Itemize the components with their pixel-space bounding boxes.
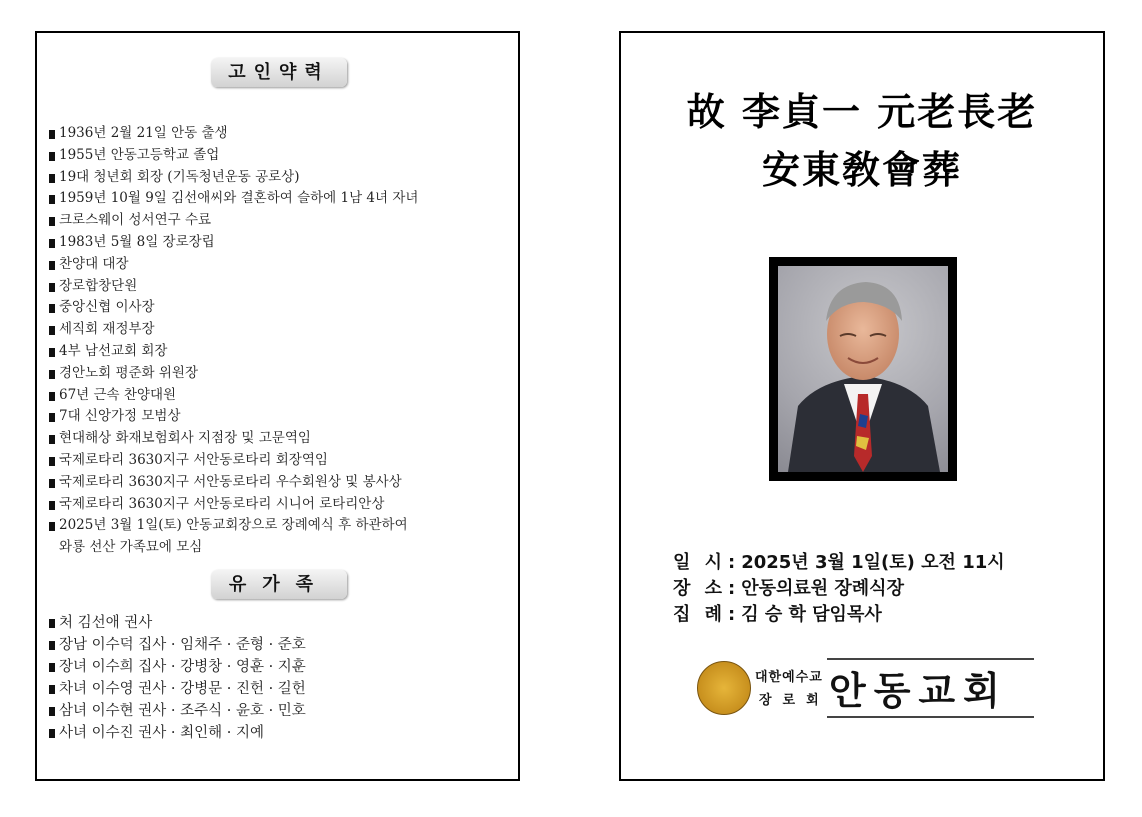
bullet-icon bbox=[49, 130, 55, 139]
list-item-text: 19대 청년회 회장 (기독청년운동 공로상) bbox=[59, 168, 300, 185]
list-item-text: 2025년 3월 1일(토) 안동교회장으로 장례예식 후 하관하여 bbox=[59, 517, 408, 534]
bullet-icon bbox=[49, 239, 55, 248]
memorial-title: 故 李貞一 元老長老 bbox=[686, 89, 1038, 134]
date-label: 일 시 bbox=[673, 552, 727, 573]
list-item bbox=[49, 123, 508, 145]
list-item bbox=[49, 297, 508, 319]
officiant-row: 집 례 : 김 승 학 담임목사 bbox=[673, 600, 882, 626]
portrait-photo bbox=[778, 266, 948, 472]
list-item bbox=[49, 232, 508, 254]
list-item bbox=[49, 188, 508, 210]
list-item bbox=[49, 319, 508, 341]
list-item-text: 장로합창단원 bbox=[59, 277, 138, 294]
church-logo bbox=[697, 658, 1034, 718]
list-item bbox=[49, 254, 508, 276]
list-item-text: 경안노회 평준화 위원장 bbox=[59, 364, 198, 381]
bullet-icon bbox=[49, 641, 55, 650]
list-item-text: 현대해상 화재보험회사 지점장 및 고문역임 bbox=[59, 430, 311, 447]
officiant-label: 집 례 bbox=[673, 604, 727, 625]
list-item bbox=[49, 210, 508, 232]
bullet-icon bbox=[49, 663, 55, 672]
list-item bbox=[49, 722, 508, 744]
bullet-icon bbox=[49, 457, 55, 466]
bullet-icon bbox=[49, 261, 55, 270]
bullet-icon bbox=[49, 479, 55, 488]
list-item-text: 처 김선애 권사 bbox=[59, 615, 153, 631]
list-item-text: 찬양대 대장 bbox=[59, 255, 129, 272]
list-item-text: 국제로타리 3630지구 서안동로타리 시니어 로타리안상 bbox=[59, 495, 385, 512]
list-item bbox=[49, 494, 508, 516]
list-item-text: 4부 남선교회 회장 bbox=[59, 342, 168, 359]
bio-heading: 고인약력 bbox=[211, 58, 347, 87]
church-seal-icon bbox=[697, 661, 751, 715]
bio-list bbox=[49, 123, 508, 559]
date-value: 2025년 3월 1일(토) 오전 11시 bbox=[741, 552, 1005, 573]
list-item bbox=[49, 428, 508, 450]
officiant-value: 김 승 학 담임목사 bbox=[741, 604, 882, 625]
list-item-text: 1959년 10월 9일 김선애씨와 결혼하여 슬하에 1남 4녀 자녀 bbox=[59, 190, 419, 207]
bullet-icon bbox=[49, 174, 55, 183]
list-item bbox=[49, 634, 508, 656]
list-item-text: 67년 근속 찬양대원 bbox=[59, 386, 177, 403]
list-item bbox=[49, 276, 508, 298]
cover-panel bbox=[619, 31, 1105, 781]
bullet-icon bbox=[49, 326, 55, 335]
church-assembly: 장로회 bbox=[759, 693, 830, 708]
list-item-text: 1936년 2월 21일 안동 출생 bbox=[59, 125, 228, 141]
bullet-icon bbox=[49, 348, 55, 357]
list-item bbox=[49, 363, 508, 385]
list-item-text: 1983년 5월 8일 장로장립 bbox=[59, 233, 215, 250]
bullet-icon bbox=[49, 685, 55, 694]
list-item-text: 삼녀 이수현 권사 · 조주식 · 윤호 · 민호 bbox=[59, 703, 306, 719]
bio-panel bbox=[35, 31, 520, 781]
bullet-icon bbox=[49, 283, 55, 292]
list-item-text: 세직회 재정부장 bbox=[59, 321, 155, 338]
bullet-icon bbox=[49, 501, 55, 510]
bullet-icon bbox=[49, 413, 55, 422]
list-item-text: 장남 이수덕 집사 · 임채주 · 준형 · 준호 bbox=[59, 637, 306, 653]
bullet-icon bbox=[49, 217, 55, 226]
list-item bbox=[49, 450, 508, 472]
family-heading: 유가족 bbox=[211, 570, 347, 599]
bullet-icon bbox=[49, 392, 55, 401]
portrait-frame bbox=[769, 257, 957, 481]
list-item bbox=[49, 515, 508, 559]
list-item bbox=[49, 385, 508, 407]
list-item-text: 7대 신앙가정 모범상 bbox=[59, 408, 181, 425]
list-item-text: 장녀 이수희 집사 · 강병창 · 영훈 · 지훈 bbox=[59, 659, 306, 675]
list-item bbox=[49, 472, 508, 494]
bullet-icon bbox=[49, 370, 55, 379]
list-item-text: 차녀 이수영 권사 · 강병문 · 진헌 · 길헌 bbox=[59, 681, 306, 697]
list-item-text: 중앙신협 이사장 bbox=[59, 299, 155, 316]
family-list bbox=[49, 612, 508, 744]
list-item bbox=[49, 341, 508, 363]
list-item bbox=[49, 145, 508, 167]
place-value: 안동의료원 장례식장 bbox=[741, 578, 904, 599]
list-item bbox=[49, 678, 508, 700]
list-item bbox=[49, 700, 508, 722]
place-label: 장 소 bbox=[673, 578, 727, 599]
funeral-date-row: 일 시 : 2025년 3월 1일(토) 오전 11시 bbox=[673, 548, 1005, 574]
bullet-icon bbox=[49, 195, 55, 204]
church-name: 안동교회 bbox=[829, 668, 1008, 713]
bullet-icon bbox=[49, 435, 55, 444]
bullet-icon bbox=[49, 304, 55, 313]
bullet-icon bbox=[49, 619, 55, 628]
list-item-text-continued: 와룡 선산 가족묘에 모심 bbox=[59, 539, 203, 556]
list-item-text: 국제로타리 3630지구 서안동로타리 우수회원상 및 봉사상 bbox=[59, 473, 402, 490]
bullet-icon bbox=[49, 707, 55, 716]
funeral-title: 安東敎會葬 bbox=[761, 147, 962, 192]
list-item bbox=[49, 167, 508, 189]
list-item-text: 국제로타리 3630지구 서안동로타리 회장역임 bbox=[59, 451, 328, 468]
funeral-place-row: 장 소 : 안동의료원 장례식장 bbox=[673, 574, 904, 600]
list-item bbox=[49, 406, 508, 428]
list-item-text: 사녀 이수진 권사 · 최인해 · 지예 bbox=[59, 725, 264, 741]
list-item bbox=[49, 656, 508, 678]
church-denomination: 대한예수교 bbox=[755, 670, 823, 685]
bullet-icon bbox=[49, 152, 55, 161]
bullet-icon bbox=[49, 522, 55, 531]
list-item-text: 1955년 안동고등학교 졸업 bbox=[59, 146, 220, 163]
list-item bbox=[49, 612, 508, 634]
bullet-icon bbox=[49, 729, 55, 738]
list-item-text: 크로스웨이 성서연구 수료 bbox=[59, 212, 212, 229]
